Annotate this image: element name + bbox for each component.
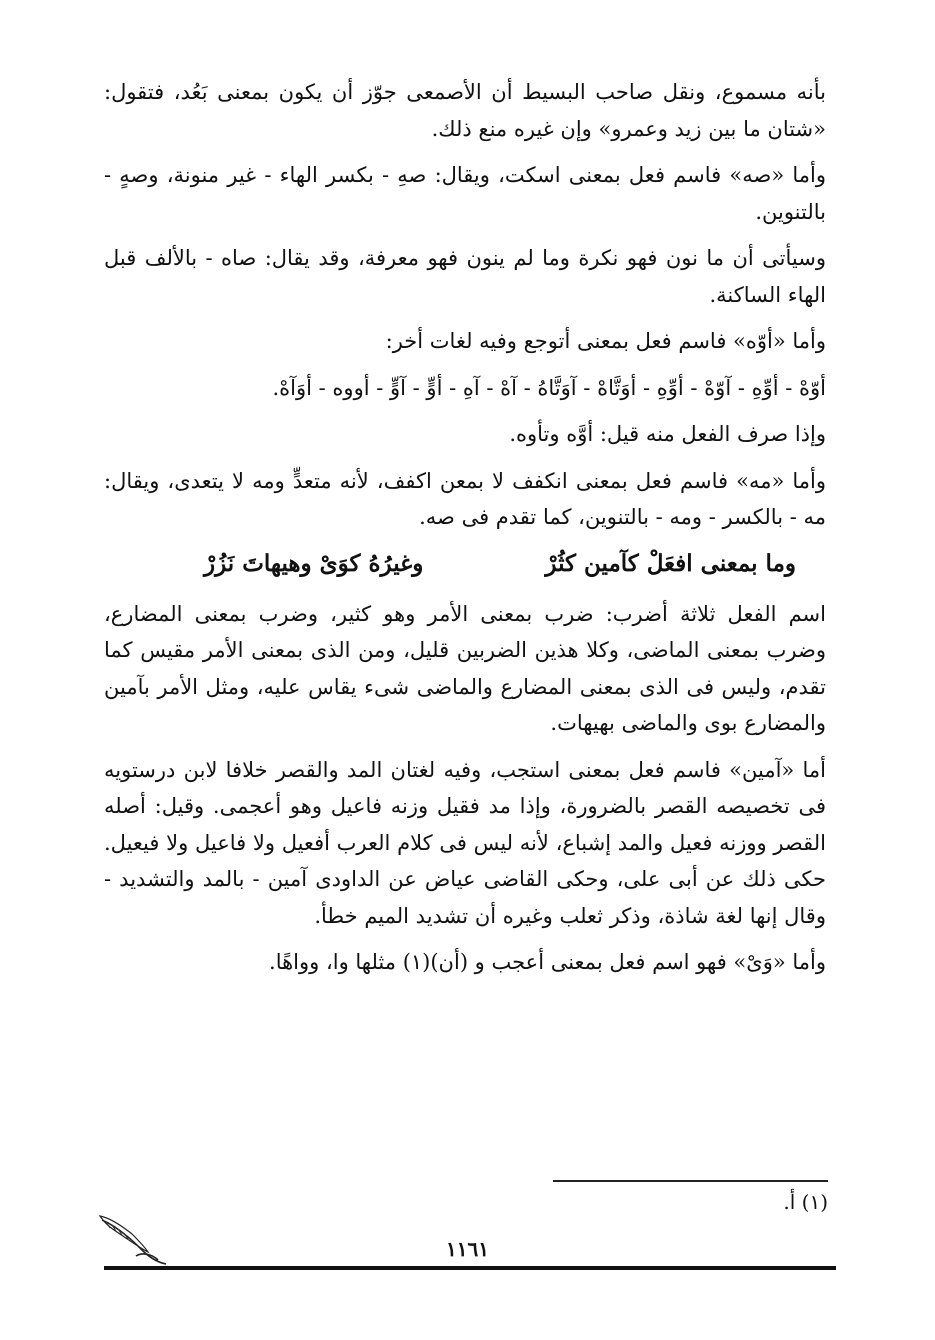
bottom-rule bbox=[104, 1266, 836, 1270]
verse-line bbox=[104, 546, 826, 582]
paragraph: أما «آمين» فاسم فعل بمعنى استجب، وفيه لغتان المد والقصر خلافا لابن درستويه فى تخصيصه القصر بالضرورة، وإذا مد فقيل وزنه فاعيل وهو أعجمى. وقيل: أصله القصر ووزنه فعيل والمد إشباع، لأنه ليس فى كلام العرب أفعيل ولا فاعيل ولا فيعيل. حكى ذلك عن أبى على، وحكى القاضى عياض عن الداودى آمين - بالمد والتشديد - وقال إنها لغة شاذة، وذكر ثعلب وغيره أن تشديد الميم خطأ. bbox=[104, 757, 826, 928]
verse-hemistich-right: وما بمعنى افعَلْ كآمين كثُرْ bbox=[545, 549, 796, 577]
paragraph: وإذا صرف الفعل منه قيل: أوَّه وتأوه. bbox=[509, 422, 826, 446]
paragraph: وأما «وَىْ» فهو اسم فعل بمعنى أعجب و (أن)(١) مثلها وا، وواهًا. bbox=[269, 950, 826, 974]
paragraph: وأما «صه» فاسم فعل بمعنى اسكت، ويقال: صهِ - بكسر الهاء - غير منونة، وصهٍ - بالتنوين. bbox=[104, 163, 826, 224]
paragraph: وأما «مه» فاسم فعل بمعنى انكفف لا بمعن اكفف، لأنه متعدٍّ ومه لا يتعدى، ويقال: مه - بالكسر - ومه - بالتنوين، كما تقدم فى صه. bbox=[104, 468, 826, 529]
page-number: ١١٦١ bbox=[446, 1237, 489, 1261]
body-text bbox=[104, 74, 826, 991]
footnote: (١) أ. bbox=[783, 1190, 828, 1214]
quill-ornament-icon bbox=[96, 1212, 171, 1267]
paragraph: أوّهْ - أوِّهِ - آوّهْ - أوِّهِ - أوَتَّاهْ - آوَتَّاهُ - آهْ - آهِ - أوٍّ - آوٍّ - أووه - أوَآهْ. bbox=[272, 375, 826, 400]
paragraph: وأما «أوّه» فاسم فعل بمعنى أتوجع وفيه لغات أخر: bbox=[385, 329, 826, 353]
paragraph: اسم الفعل ثلاثة أضرب: ضرب بمعنى الأمر وهو كثير، وضرب بمعنى المضارع، وضرب بمعنى الماضى، وكلا هذين الضربين قليل، ومن الذى بمعنى الأمر مقيس كما تقدم، وليس فى الذى بمعنى المضارع والماضى شىء يقاس عليه، ومثل الأمر بآمين والمضارع بوى والماضى بهيهات. bbox=[104, 601, 826, 735]
verse-hemistich-left: وغيرُهُ كوَىْ وهيهاتَ نَزُرْ bbox=[204, 549, 424, 577]
footnote-divider bbox=[553, 1180, 828, 1182]
paragraph: بأنه مسموع، ونقل صاحب البسيط أن الأصمعى جوّز أن يكون بمعنى بَعُد، فتقول: «شتان ما بين زيد وعمرو» وإن غيره منع ذلك. bbox=[104, 80, 826, 141]
paragraph: وسيأتى أن ما نون فهو نكرة وما لم ينون فهو معرفة، وقد يقال: صاه - بالألف قبل الهاء الساكنة. bbox=[104, 246, 826, 307]
